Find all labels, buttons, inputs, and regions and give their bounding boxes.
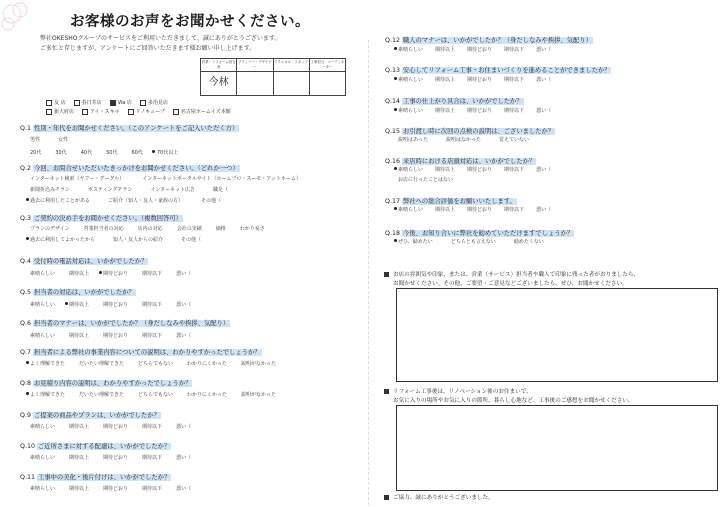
question-text: 受付時の電話対応は、いかがでしたか？ — [33, 258, 148, 265]
square-bullet-icon — [384, 272, 389, 277]
question-number: Q.15 — [385, 128, 400, 135]
answer-option[interactable]: 過去に利用してよかったから — [30, 237, 96, 243]
comment-box-1[interactable] — [396, 288, 718, 382]
staff-header: テクニカル・スタッフ — [274, 59, 309, 72]
checkbox-icon — [82, 109, 88, 115]
staff-value[interactable]: 今林 — [208, 76, 229, 88]
answer-option[interactable]: その他（ — [201, 198, 222, 204]
question-text: 工事中の美化・後片付けは、いかがでしたか？ — [38, 474, 171, 481]
answer-row — [30, 454, 191, 461]
answer-option[interactable]: 素晴らしい — [30, 333, 56, 339]
answer-row — [398, 238, 544, 245]
question-q4 — [20, 256, 148, 265]
answer-option[interactable]: 価格 — [215, 226, 226, 232]
question-text: 工事の仕上がり具合は、いかがでしたか？ — [403, 98, 523, 105]
answer-option[interactable]: 期待どおり — [467, 47, 493, 53]
answer-option[interactable]: 70代以上 — [156, 150, 179, 156]
answer-row — [30, 301, 191, 308]
question-q7 — [20, 347, 262, 356]
answer-option[interactable]: 期待以上 — [435, 77, 456, 83]
store-row-1 — [46, 99, 173, 106]
column-divider — [368, 40, 369, 505]
comment-prompt-2 — [384, 387, 532, 395]
question-q10 — [20, 441, 171, 450]
answer-option[interactable]: どちらでもない — [138, 361, 173, 367]
checkbox-icon — [173, 109, 179, 115]
question-text: 今回、お問合せいただいたきっかけをお聞かせください。（どれか一つ） — [33, 165, 239, 172]
store-option[interactable] — [46, 99, 66, 106]
answer-option[interactable]: 悪い（ — [176, 424, 192, 430]
answer-option[interactable]: 悪い（ — [536, 108, 552, 114]
answer-row — [398, 76, 551, 83]
answer-option[interactable]: 説明はなかった — [445, 137, 481, 143]
staff-cell — [201, 59, 237, 95]
survey-title: お客様のお声をお聞かせください。 — [70, 14, 310, 30]
answer-option[interactable]: 60代 — [131, 150, 143, 156]
answer-row — [30, 225, 265, 232]
answer-row — [398, 107, 551, 114]
answer-option[interactable]: 説明がなかった — [241, 392, 277, 398]
question-text: お見積り内容の説明は、わかりやすかったでしょうか？ — [33, 380, 192, 387]
question-text: 来店時における店頭対応は、いかがでしたか？ — [403, 158, 536, 165]
answer-option[interactable]: 期待以上 — [69, 333, 90, 339]
answer-option[interactable]: 期待以上 — [69, 302, 90, 308]
answer-option[interactable]: 期待以下 — [142, 455, 163, 461]
question-text: 弊社への総合評価をお願いいたします。 — [403, 198, 516, 205]
answer-option[interactable]: ポスティングチラシ — [88, 187, 133, 193]
answer-option[interactable]: 素晴らしい — [30, 424, 56, 430]
comment-prompt-1-line-1: お店の雰囲気や印象、または、営業（サービス）担当者や職人で印象に残った者がおりましたら、 — [393, 272, 640, 278]
answer-row — [398, 206, 551, 213]
question-text: ご近所さまに対する配慮は、いかがでしたか？ — [38, 443, 171, 450]
answer-option[interactable]: 20代 — [30, 150, 42, 156]
question-text: 性別・年代をお聞かせください。（このアンケートをご記入いただく方） — [33, 125, 239, 132]
question-number: Q.8 — [20, 380, 31, 387]
answer-row — [30, 175, 301, 182]
question-q13 — [385, 65, 611, 74]
answer-option[interactable]: 期待以下 — [142, 486, 163, 492]
answer-option[interactable]: 新聞折込みチラシ — [30, 187, 71, 193]
answer-option[interactable]: わかりにくかった — [186, 361, 227, 367]
answer-option[interactable]: その他（ — [181, 237, 202, 243]
staff-table — [200, 58, 346, 96]
comment-prompt-1 — [384, 270, 639, 278]
answer-option[interactable]: 期待以上 — [69, 486, 90, 492]
question-number: Q.9 — [20, 412, 31, 419]
answer-option[interactable]: 期待以下 — [504, 108, 525, 114]
store-label: 友 店 — [54, 100, 66, 106]
store-option[interactable] — [140, 99, 168, 106]
answer-option[interactable]: だいたい理解できた — [79, 361, 125, 367]
question-q16 — [385, 156, 536, 165]
comment-prompt-1-line-2: お聞かせください。その他、ご要望・ご意見などございましたら、ぜひ、お聞かせください。 — [393, 281, 628, 287]
answer-option[interactable]: 素晴らしい — [30, 302, 56, 308]
question-number: Q.5 — [20, 289, 31, 296]
answer-option[interactable]: 会社の実績 — [176, 226, 202, 232]
answer-option[interactable]: 素晴らしい — [30, 455, 56, 461]
answer-option[interactable]: だいたい理解できた — [79, 392, 125, 398]
answer-option[interactable]: 職足（ — [212, 187, 228, 193]
question-text: 担当者のマナーは、いかがでしたか？（身だしなみや挨拶、気配り） — [33, 320, 230, 327]
question-number: Q.4 — [20, 258, 31, 265]
question-number: Q.2 — [20, 165, 31, 172]
answer-row — [30, 332, 191, 339]
answer-option[interactable]: 悪い（ — [536, 47, 552, 53]
answer-option[interactable]: 悪い（ — [536, 167, 552, 173]
answer-option[interactable]: よく理解できた — [30, 361, 66, 367]
answer-option[interactable]: 過去に利用したことがある — [30, 198, 91, 204]
answer-option[interactable]: 素晴らしい — [398, 167, 424, 173]
answer-row — [30, 391, 276, 398]
question-q11 — [20, 472, 171, 481]
question-number: Q.17 — [385, 198, 400, 205]
checkbox-icon — [74, 100, 80, 106]
answer-option[interactable]: 期待どおり — [467, 108, 493, 114]
question-q15 — [385, 126, 555, 135]
answer-option[interactable]: 素晴らしい — [398, 108, 424, 114]
checkbox-icon — [140, 100, 146, 106]
answer-option[interactable]: 説明はあった — [398, 137, 428, 143]
store-label: Via 店 — [117, 100, 132, 106]
answer-option[interactable]: 期待以上 — [69, 271, 90, 277]
store-option[interactable] — [82, 108, 120, 115]
question-q8 — [20, 378, 192, 387]
question-text: 今後、お知り合いに弊社を勧めていただけますでしょうか？ — [403, 230, 574, 237]
answer-row — [30, 270, 191, 277]
answer-option[interactable]: 期待以下 — [504, 47, 525, 53]
staff-header: 工事担当・コーディネーター — [310, 59, 345, 72]
answer-option[interactable]: わかり易さ — [239, 226, 265, 232]
answer-option[interactable]: 期待どおり — [103, 333, 129, 339]
square-bullet-icon — [384, 389, 389, 394]
question-q2 — [20, 163, 240, 172]
answer-option[interactable]: 素晴らしい — [30, 486, 56, 492]
store-label: リノキューブ — [135, 109, 165, 115]
answer-option[interactable]: 期待どおり — [103, 455, 129, 461]
checkbox-icon — [46, 100, 52, 106]
store-option[interactable] — [173, 108, 231, 115]
store-label: 多治見店 — [147, 100, 168, 106]
answer-option[interactable]: 期待どおり — [467, 207, 493, 213]
question-text: ご提案の商品やプランは、いかがでしたか？ — [33, 412, 160, 419]
answer-option[interactable]: 素晴らしい — [30, 271, 56, 277]
answer-option[interactable]: わかりにくかった — [186, 392, 227, 398]
question-text: お引渡し時に次回の点検の説明は、ございましたか？ — [403, 128, 555, 135]
answer-option[interactable]: 期待以下 — [504, 167, 525, 173]
answer-row — [30, 197, 221, 204]
answer-option[interactable]: どちらとも言えない — [450, 239, 496, 245]
question-q17 — [385, 196, 517, 205]
closing-text: ご協力、誠にありがとうございました。 — [393, 495, 494, 501]
answer-option[interactable]: 悪い（ — [176, 302, 192, 308]
answer-option[interactable]: 店内の対応 — [137, 226, 163, 232]
question-q9 — [20, 410, 161, 419]
answer-option[interactable]: 素晴らしい — [398, 77, 424, 83]
answer-option[interactable]: ぜひ、勧めたい — [398, 239, 433, 245]
answer-option[interactable]: 覚えていない — [498, 137, 529, 143]
comment-box-2[interactable] — [396, 405, 718, 491]
store-label: 春日井店 — [81, 100, 102, 106]
question-q12 — [385, 35, 593, 44]
staff-cell — [237, 59, 273, 95]
question-q14 — [385, 96, 524, 105]
answer-option[interactable]: 悪い（ — [176, 455, 192, 461]
answer-option[interactable]: 期待どおり — [103, 302, 129, 308]
question-number: Q.3 — [20, 215, 31, 222]
answer-option[interactable]: インターネット検索（ヤフー・グーグル） — [30, 176, 125, 182]
answer-option[interactable]: 期待どおり — [103, 486, 129, 492]
question-number: Q.10 — [20, 443, 35, 450]
staff-header: 営業・リフォーム担当者 — [201, 59, 236, 72]
store-row-2 — [46, 108, 236, 115]
answer-option[interactable]: 男性 — [30, 137, 41, 143]
answer-option[interactable]: インターネット広告 — [150, 187, 195, 193]
answer-option[interactable]: 説明がなかった — [241, 361, 277, 367]
answer-option[interactable]: インターネットポータルサイト（ホームプロ・スーモ・アットホーム） — [142, 176, 301, 182]
question-number: Q.7 — [20, 349, 31, 356]
answer-option[interactable]: 30代 — [55, 150, 67, 156]
checkbox-icon — [46, 109, 52, 115]
checkbox-checked-icon — [110, 100, 116, 106]
answer-option[interactable]: 悪い（ — [536, 77, 552, 83]
answer-option[interactable]: 悪い（ — [536, 207, 552, 213]
answer-option[interactable]: 期待以下 — [142, 271, 163, 277]
answer-option[interactable]: 女性 — [58, 137, 69, 143]
store-option[interactable] — [74, 99, 102, 106]
checkbox-icon — [128, 109, 134, 115]
comment-prompt-2-line-2: お気に入りの場所やお気に入りの箇所、暮らし心地など、工事後のご感想をお聞かせください。 — [393, 398, 634, 404]
answer-row — [398, 166, 551, 173]
answer-option[interactable]: 知人・友人からの紹介 — [113, 237, 164, 243]
answer-row — [30, 149, 178, 156]
answer-option[interactable]: 期待どおり — [103, 424, 129, 430]
question-number: Q.14 — [385, 98, 400, 105]
answer-option[interactable]: どちらでもない — [138, 392, 173, 398]
store-label: 名古屋ホームイズ本館 — [180, 109, 231, 115]
answer-option[interactable]: ご紹介（知人・友人・家族の方） — [108, 198, 184, 204]
question-number: Q.18 — [385, 230, 400, 237]
answer-row — [398, 176, 453, 183]
store-option[interactable] — [110, 99, 132, 106]
answer-row — [30, 236, 201, 243]
store-option[interactable] — [46, 108, 74, 115]
intro-line-2: ご多忙と存じますが、アンケートにご回答いただきます様お願い申し上げます。 — [40, 45, 256, 52]
question-q5 — [20, 287, 136, 296]
answer-option[interactable]: 期待どおり — [103, 271, 129, 277]
answer-option[interactable]: 期待以下 — [142, 333, 163, 339]
answer-option[interactable]: お店に行ったことはない — [398, 177, 454, 183]
answer-option[interactable]: 素晴らしい — [398, 207, 424, 213]
answer-option[interactable]: 期待以下 — [504, 207, 525, 213]
answer-option[interactable]: 悪い（ — [176, 271, 192, 277]
answer-row — [30, 186, 228, 193]
answer-row — [30, 360, 276, 367]
question-number: Q.11 — [20, 474, 35, 481]
answer-option[interactable]: 勧めたくない — [513, 239, 544, 245]
answer-option[interactable]: プランのデザイン — [30, 226, 70, 232]
answer-option[interactable]: 期待以下 — [142, 424, 163, 430]
answer-option[interactable]: 期待以上 — [69, 455, 90, 461]
question-number: Q.6 — [20, 320, 31, 327]
staff-header: プランナー・デザイナー — [237, 59, 272, 72]
answer-option[interactable]: 素晴らしい — [398, 47, 424, 53]
answer-option[interactable]: 期待以下 — [504, 77, 525, 83]
answer-option[interactable]: 期待どおり — [467, 77, 493, 83]
answer-option[interactable]: 期待以下 — [142, 302, 163, 308]
staff-cell — [310, 59, 345, 95]
answer-option[interactable]: よく理解できた — [30, 392, 66, 398]
answer-row — [30, 423, 191, 430]
question-text: 担当者による弊社の事業内容についての説明は、わかりやすかったでしょうか？ — [33, 349, 261, 356]
answer-row — [30, 136, 68, 143]
answer-option[interactable]: 期待以上 — [435, 47, 456, 53]
question-text: ご契約の決め手をお聞かせください。（複数回答可） — [33, 215, 182, 222]
question-number: Q.12 — [385, 37, 400, 44]
answer-option[interactable]: 営業担当者の対応 — [83, 226, 124, 232]
answer-option[interactable]: 期待以上 — [435, 167, 456, 173]
store-label: アイ・スキル — [90, 109, 120, 115]
answer-option[interactable]: 40代 — [80, 150, 93, 156]
question-q1 — [20, 123, 239, 132]
question-q18 — [385, 228, 574, 237]
answer-option[interactable]: 50代 — [106, 150, 118, 156]
answer-option[interactable]: 期待どおり — [467, 167, 493, 173]
answer-option[interactable]: 期待以上 — [435, 207, 456, 213]
question-text: 職人のマナーは、いかがでしたか？（身だしなみや挨拶、気配り） — [403, 37, 592, 44]
question-number: Q.16 — [385, 158, 400, 165]
answer-option[interactable]: 期待以上 — [435, 108, 456, 114]
answer-option[interactable]: 悪い（ — [176, 486, 192, 492]
answer-row — [30, 485, 191, 492]
closing-line — [384, 493, 494, 501]
square-bullet-icon — [384, 495, 389, 500]
question-text: 担当者の対応は、いかがでしたか？ — [33, 289, 135, 296]
answer-option[interactable]: 悪い（ — [176, 333, 192, 339]
answer-option[interactable]: 期待以上 — [69, 424, 90, 430]
staff-cell — [274, 59, 310, 95]
question-number: Q.13 — [385, 67, 400, 74]
intro-line-1: 弊社OKESHOグループのサービスをご利用いただきまして、誠にありがとうございます。 — [40, 35, 281, 42]
store-label: 新大府店 — [54, 109, 75, 115]
question-text: 安心してリフォーム工事・お住まいづくりを進めることができましたか？ — [403, 67, 611, 74]
comment-prompt-2-line-1: リフォーム工事後は、リノベーション後のお住まいで、 — [393, 389, 532, 395]
question-q6 — [20, 318, 230, 327]
question-number: Q.1 — [20, 125, 31, 132]
store-option[interactable] — [128, 108, 165, 115]
answer-row — [398, 136, 529, 143]
answer-row — [398, 46, 551, 53]
question-q3 — [20, 213, 183, 222]
